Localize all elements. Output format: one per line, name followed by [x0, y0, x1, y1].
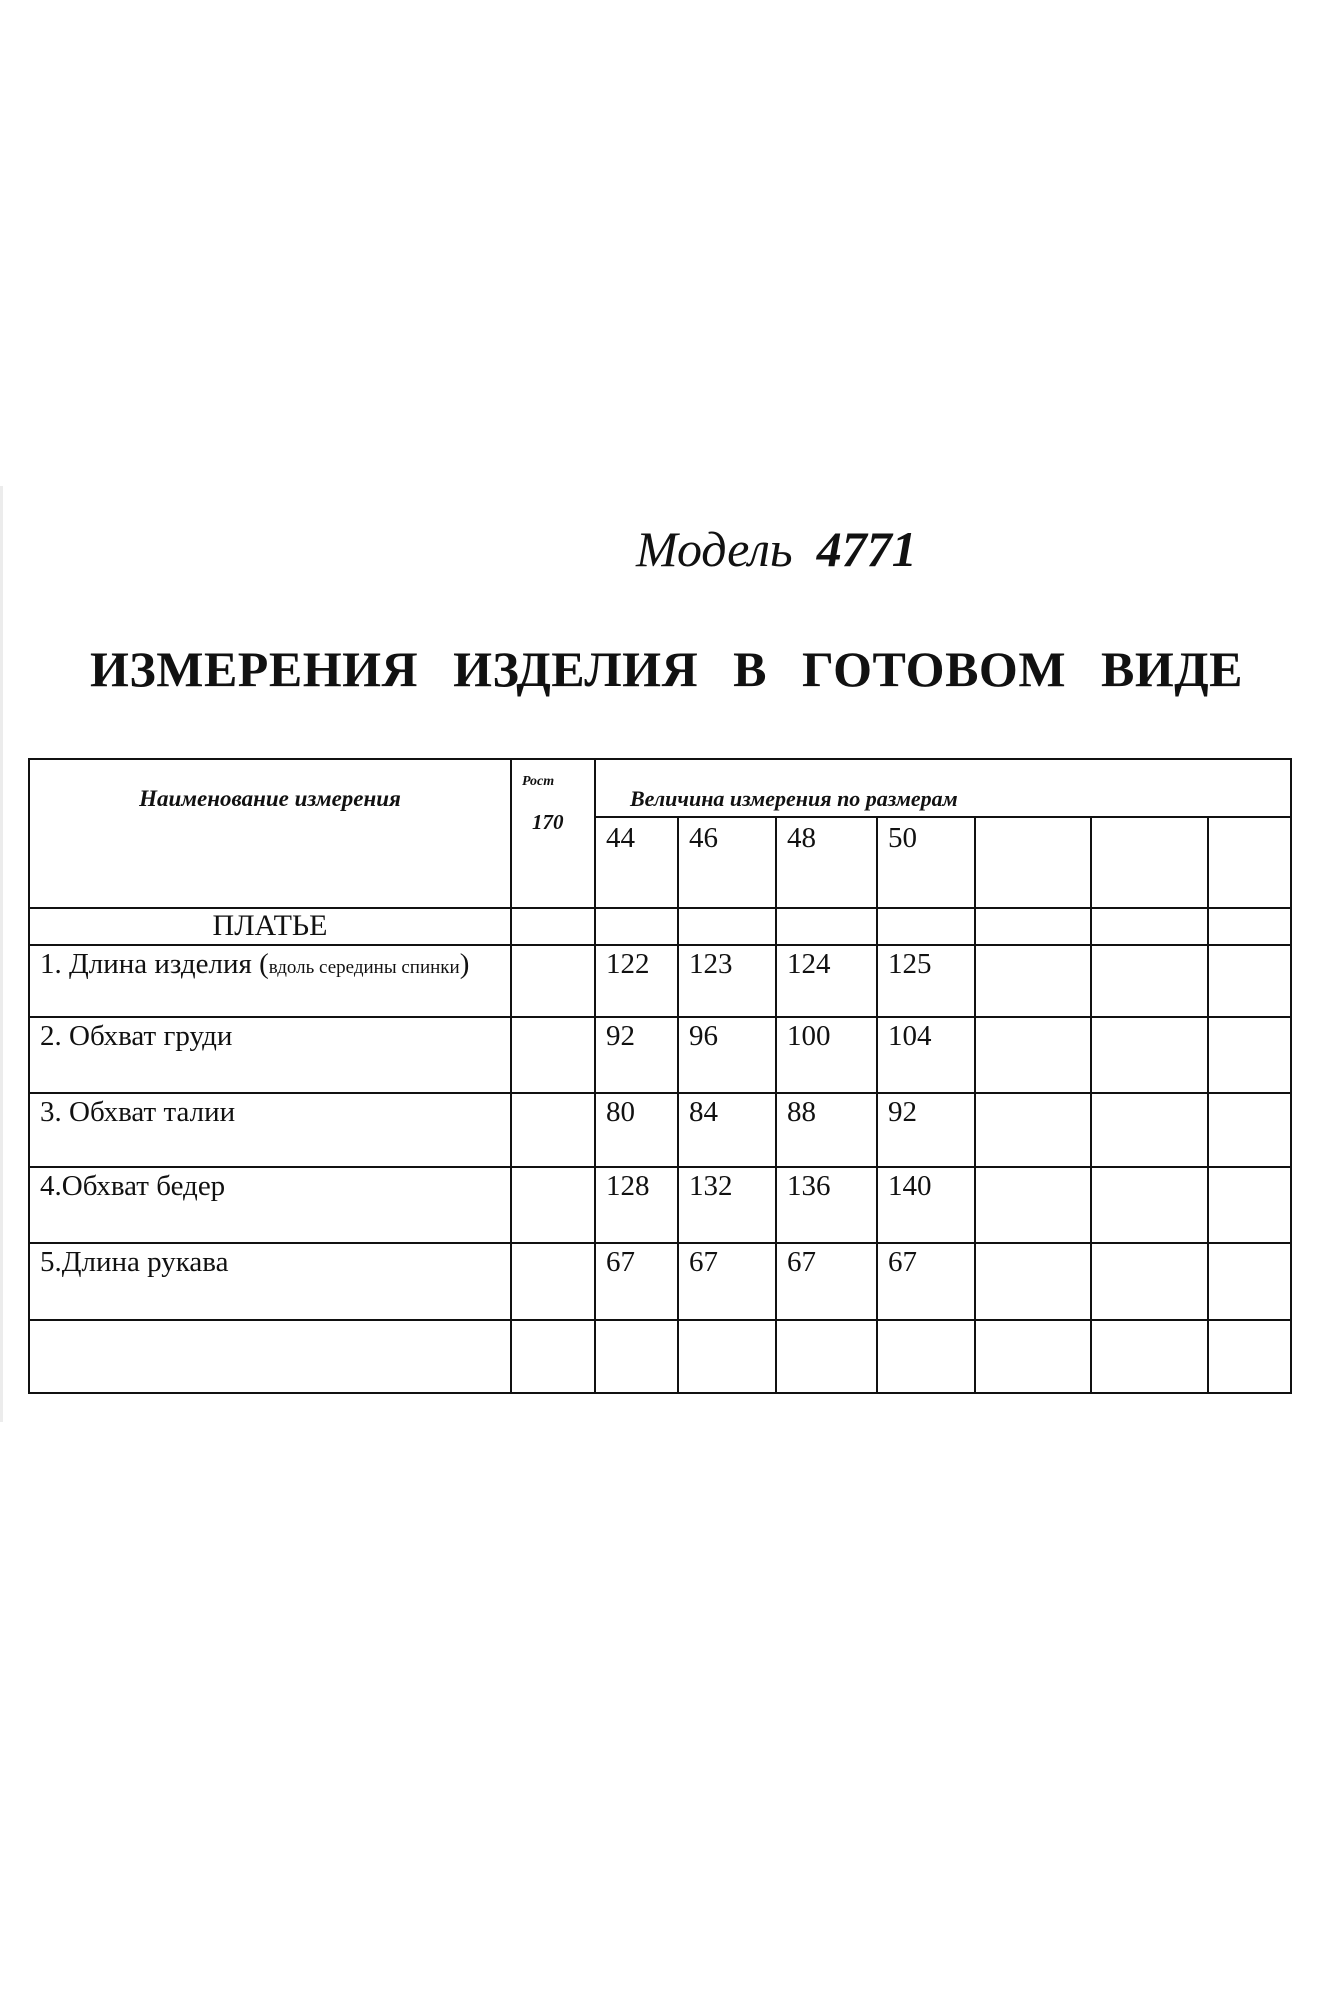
size-header: 50	[877, 817, 975, 908]
measurement-name: 5.Длина рукава	[29, 1243, 511, 1320]
empty-cell	[776, 1320, 877, 1393]
height-label: Рост	[522, 774, 555, 789]
empty-cell	[776, 908, 877, 945]
section-title: ПЛАТЬЕ	[29, 908, 511, 945]
value-cell: 96	[678, 1017, 776, 1093]
model-label: Модель	[636, 521, 793, 577]
empty-cell	[975, 908, 1091, 945]
empty-cell	[1208, 1320, 1291, 1393]
size-header	[1208, 817, 1291, 908]
measurement-name-header: Наименование измерения	[29, 759, 511, 908]
measurement-name	[29, 945, 511, 1017]
value-cell	[1091, 1093, 1208, 1167]
value-cell	[975, 1243, 1091, 1320]
model-line	[636, 520, 917, 578]
value-cell: 124	[776, 945, 877, 1017]
page-edge-shade	[0, 486, 3, 1422]
value-cell	[1091, 945, 1208, 1017]
value-cell: 128	[595, 1167, 678, 1243]
value-cell: 92	[595, 1017, 678, 1093]
value-cell: 132	[678, 1167, 776, 1243]
empty-cell	[29, 1320, 511, 1393]
size-header	[975, 817, 1091, 908]
empty-cell	[877, 908, 975, 945]
value-cell	[1208, 945, 1291, 1017]
empty-cell	[595, 908, 678, 945]
empty-cell	[595, 1320, 678, 1393]
measurement-note-close: )	[459, 948, 470, 980]
empty-cell	[511, 908, 595, 945]
measurement-name: 2. Обхват груди	[29, 1017, 511, 1093]
value-cell: 92	[877, 1093, 975, 1167]
empty-cell	[678, 908, 776, 945]
table-row	[29, 1243, 1291, 1320]
height-cell	[511, 1167, 595, 1243]
value-cell: 100	[776, 1017, 877, 1093]
size-header: 44	[595, 817, 678, 908]
value-cell: 125	[877, 945, 975, 1017]
title-word: ИЗДЕЛИЯ	[453, 641, 699, 697]
title-word: ИЗМЕРЕНИЯ	[89, 641, 419, 697]
size-header	[1091, 817, 1208, 908]
value-cell: 67	[595, 1243, 678, 1320]
value-cell: 123	[678, 945, 776, 1017]
measurement-note: вдоль середины спинки	[268, 957, 460, 978]
table-row	[29, 945, 1291, 1017]
value-cell	[1091, 1167, 1208, 1243]
title-word: ВИДЕ	[1101, 641, 1244, 697]
page-title	[0, 640, 1333, 698]
empty-cell	[1091, 908, 1208, 945]
measurement-name: 4.Обхват бедер	[29, 1167, 511, 1243]
value-cell	[975, 1167, 1091, 1243]
height-cell	[511, 1093, 595, 1167]
value-cell: 67	[877, 1243, 975, 1320]
value-cell	[975, 1017, 1091, 1093]
value-cell	[1208, 1167, 1291, 1243]
value-cell: 80	[595, 1093, 678, 1167]
size-header: 46	[678, 817, 776, 908]
empty-cell	[1091, 1320, 1208, 1393]
value-cell	[975, 945, 1091, 1017]
value-cell	[1208, 1093, 1291, 1167]
height-cell	[511, 1017, 595, 1093]
table-row	[29, 1017, 1291, 1093]
table-row	[29, 1320, 1291, 1393]
title-word: ГОТОВОМ	[802, 641, 1067, 697]
table-row	[29, 1093, 1291, 1167]
measurement-name: 3. Обхват талии	[29, 1093, 511, 1167]
value-cell: 88	[776, 1093, 877, 1167]
table-row	[29, 1167, 1291, 1243]
height-value: 170	[532, 810, 564, 835]
size-header: 48	[776, 817, 877, 908]
value-cell	[1208, 1017, 1291, 1093]
value-cell: 84	[678, 1093, 776, 1167]
empty-cell	[511, 1320, 595, 1393]
model-number: 4771	[816, 521, 917, 577]
value-cell: 67	[678, 1243, 776, 1320]
measurements-table	[28, 758, 1290, 1392]
value-cell	[975, 1093, 1091, 1167]
value-cell: 104	[877, 1017, 975, 1093]
height-cell	[511, 945, 595, 1017]
value-cell: 136	[776, 1167, 877, 1243]
value-cell	[1208, 1243, 1291, 1320]
value-cell	[1091, 1017, 1208, 1093]
title-word: В	[733, 641, 768, 697]
empty-cell	[678, 1320, 776, 1393]
empty-cell	[877, 1320, 975, 1393]
empty-cell	[975, 1320, 1091, 1393]
height-cell	[511, 1243, 595, 1320]
value-cell: 122	[595, 945, 678, 1017]
height-header	[511, 759, 595, 908]
sizes-group-header: Величина измерения по размерам	[595, 759, 1291, 817]
value-cell: 67	[776, 1243, 877, 1320]
value-cell: 140	[877, 1167, 975, 1243]
value-cell	[1091, 1243, 1208, 1320]
empty-cell	[1208, 908, 1291, 945]
measurement-label: 1. Длина изделия (	[40, 948, 269, 980]
